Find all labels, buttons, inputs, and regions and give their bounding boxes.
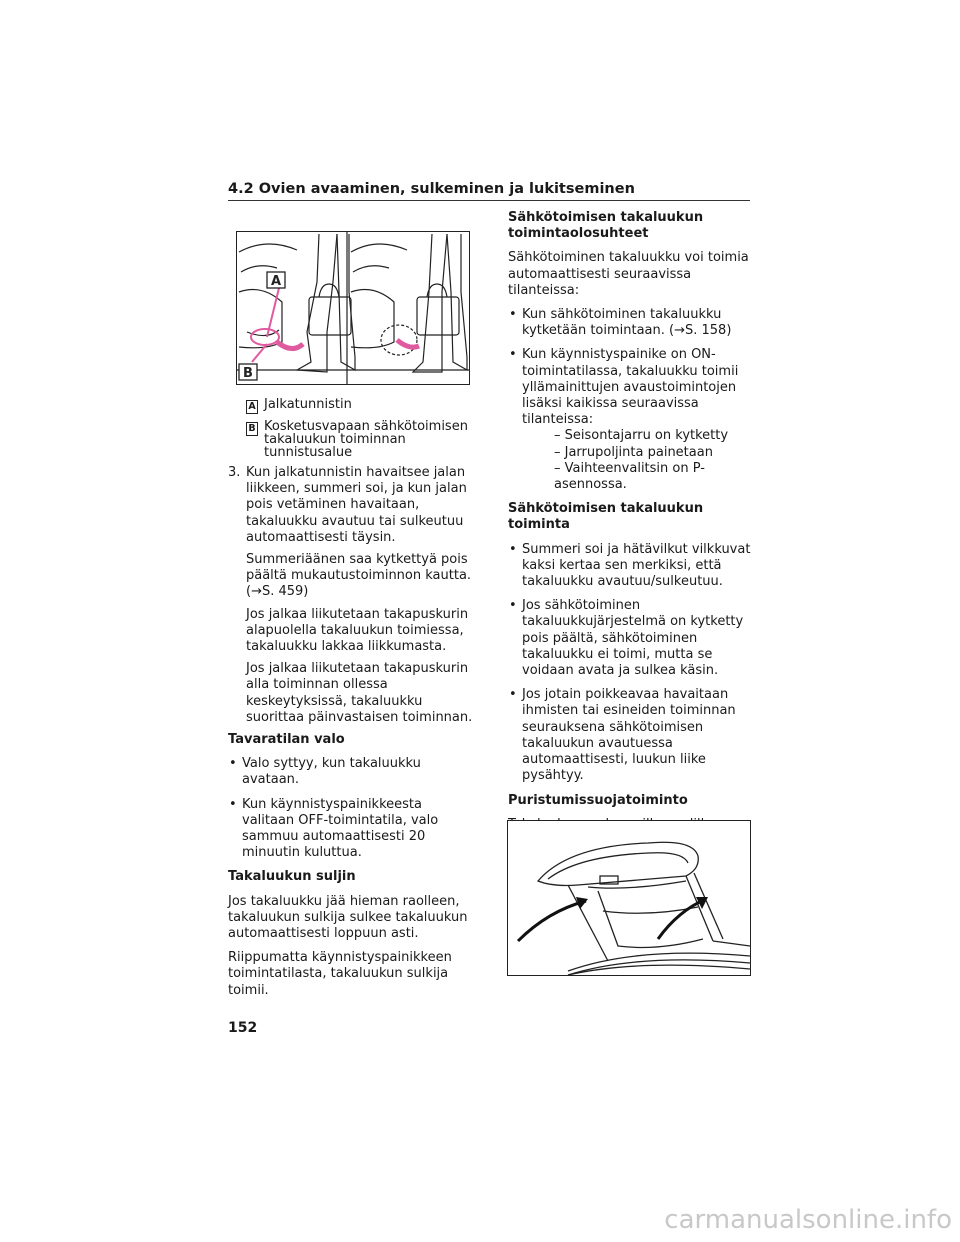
label-a: A [270,274,282,289]
operation-bullet-3: • Jos jotain poikkeavaa havaitaan ihmisten tai esineiden toiminnan seurauksena sähkötoimisen takaluukun avautuessa automaattisesti, luukun liike pysähtyy. [508,687,753,784]
left-panel [237,234,355,372]
condition-sub-2: – Jarrupoljinta painetaan [554,444,713,460]
step-3 [228,465,478,546]
right-sensor-arrow [658,899,706,939]
watermark: carmanualsonline.info [664,1205,952,1235]
operation-bullet-2: • Jos sähkötoiminen takaluukkujärjestelmä on kytketty pois päältä, sähkötoiminen takaluukku ei toimi, mutta se voidaan avata ja sulkea käsin. [508,598,753,679]
legend-a-text: Jalkatunnistin [264,397,352,412]
label-a-box [267,272,285,289]
label-b: B [243,366,253,381]
heading-conditions: Sähkötoimisen takaluukun toimintaolosuhteet [508,210,704,242]
conditions-paragraph: Sähkötoiminen takaluukku voi toimia automaattisesti seuraavissa tilanteissa: [508,250,749,298]
section-header [228,178,750,201]
legend-a-key: A [246,400,258,414]
foot-sensor-figure [236,231,470,385]
tailgate-illustration [508,821,750,975]
heading-operation: Sähkötoimisen takaluukun toiminta [508,501,704,533]
label-b-box [239,364,257,381]
page-number: 152 [228,1020,258,1036]
left-sensor-arrow [518,901,586,941]
legend-a [228,398,478,414]
operation-bullet-1: • Summeri soi ja hätävilkut vilkkuvat kaksi kertaa sen merkiksi, että takaluukku avautuu/sulkeutuu. [508,542,753,591]
step-3-text: Kun jalkatunnistin havaitsee jalan liikkeen, summeri soi, ja kun jalan pois vetäminen havaitaan, takaluukku avautuu tai sulkeutuu automaattisesti täysin. [246,465,467,545]
step-3-note-buzzer: Summeriäänen saa kytkettyä pois päältä mukautustoiminnon kautta. (→S. 459) [246,552,472,600]
sensor-indicators [251,288,303,362]
legend-b-key: B [246,422,258,436]
condition-bullet-2-text: Kun käynnistyspainike on ON-toimintatilassa, takaluukku toimii yllämainittujen avaustoimintojen lisäksi kaikissa seuraavissa tilanteissa: [522,347,739,428]
section-title: 4.2 Ovien avaaminen, sulkeminen ja lukitseminen [228,181,635,197]
condition-bullet-1: • Kun sähkötoiminen takaluukku kytketään toimintaan. (→S. 158) [508,307,753,339]
light-bullet-1: • Valo syttyy, kun takaluukku avataan. [228,756,478,788]
heading-cargo-light: Tavaratilan valo [228,732,345,748]
right-panel [347,234,469,372]
condition-bullet-2 [508,347,753,493]
tailgate-sensors-figure [507,820,751,976]
legend-b-text: Kosketusvapaan sähkötoimisen takaluukun toiminnan tunnistusalue [264,419,468,460]
light-bullet-2: • Kun käynnistyspainikkeesta valitaan OFF-toimintatila, valo sammuu automaattisesti 20 minuutin kuluttua. [228,797,478,862]
step-3-note-stop: Jos jalkaa liikutetaan takapuskurin alapuolella takaluukun toimiessa, takaluukku lakkaa liikkumasta. [246,606,469,655]
closer-paragraph-2: Riippumatta käynnistyspainikkeen toimintatilasta, takaluukun sulkija toimii. [228,950,452,998]
step-3-note-reverse: Jos jalkaa liikutetaan takapuskurin alla toiminnan ollessa keskeytyksissä, takaluukku suorittaa päinvastaisen toiminnan. [246,661,473,725]
condition-sub-1: – Seisontajarru on kytketty [554,428,729,444]
left-column [228,398,478,1007]
step-3-number: 3. [228,465,241,480]
foot-sensor-illustration [237,232,469,384]
heading-pinch-protection: Puristumissuojatoiminto [508,792,688,808]
legend-b [228,420,478,459]
heading-closer: Takaluukun suljin [228,869,356,885]
closer-paragraph-1: Jos takaluukku jää hieman raolleen, takaluukun sulkija sulkee takaluukun automaattisesti loppuun asti. [228,893,468,942]
condition-sub-3: – Vaihteenvalitsin on P-asennossa. [554,460,705,493]
